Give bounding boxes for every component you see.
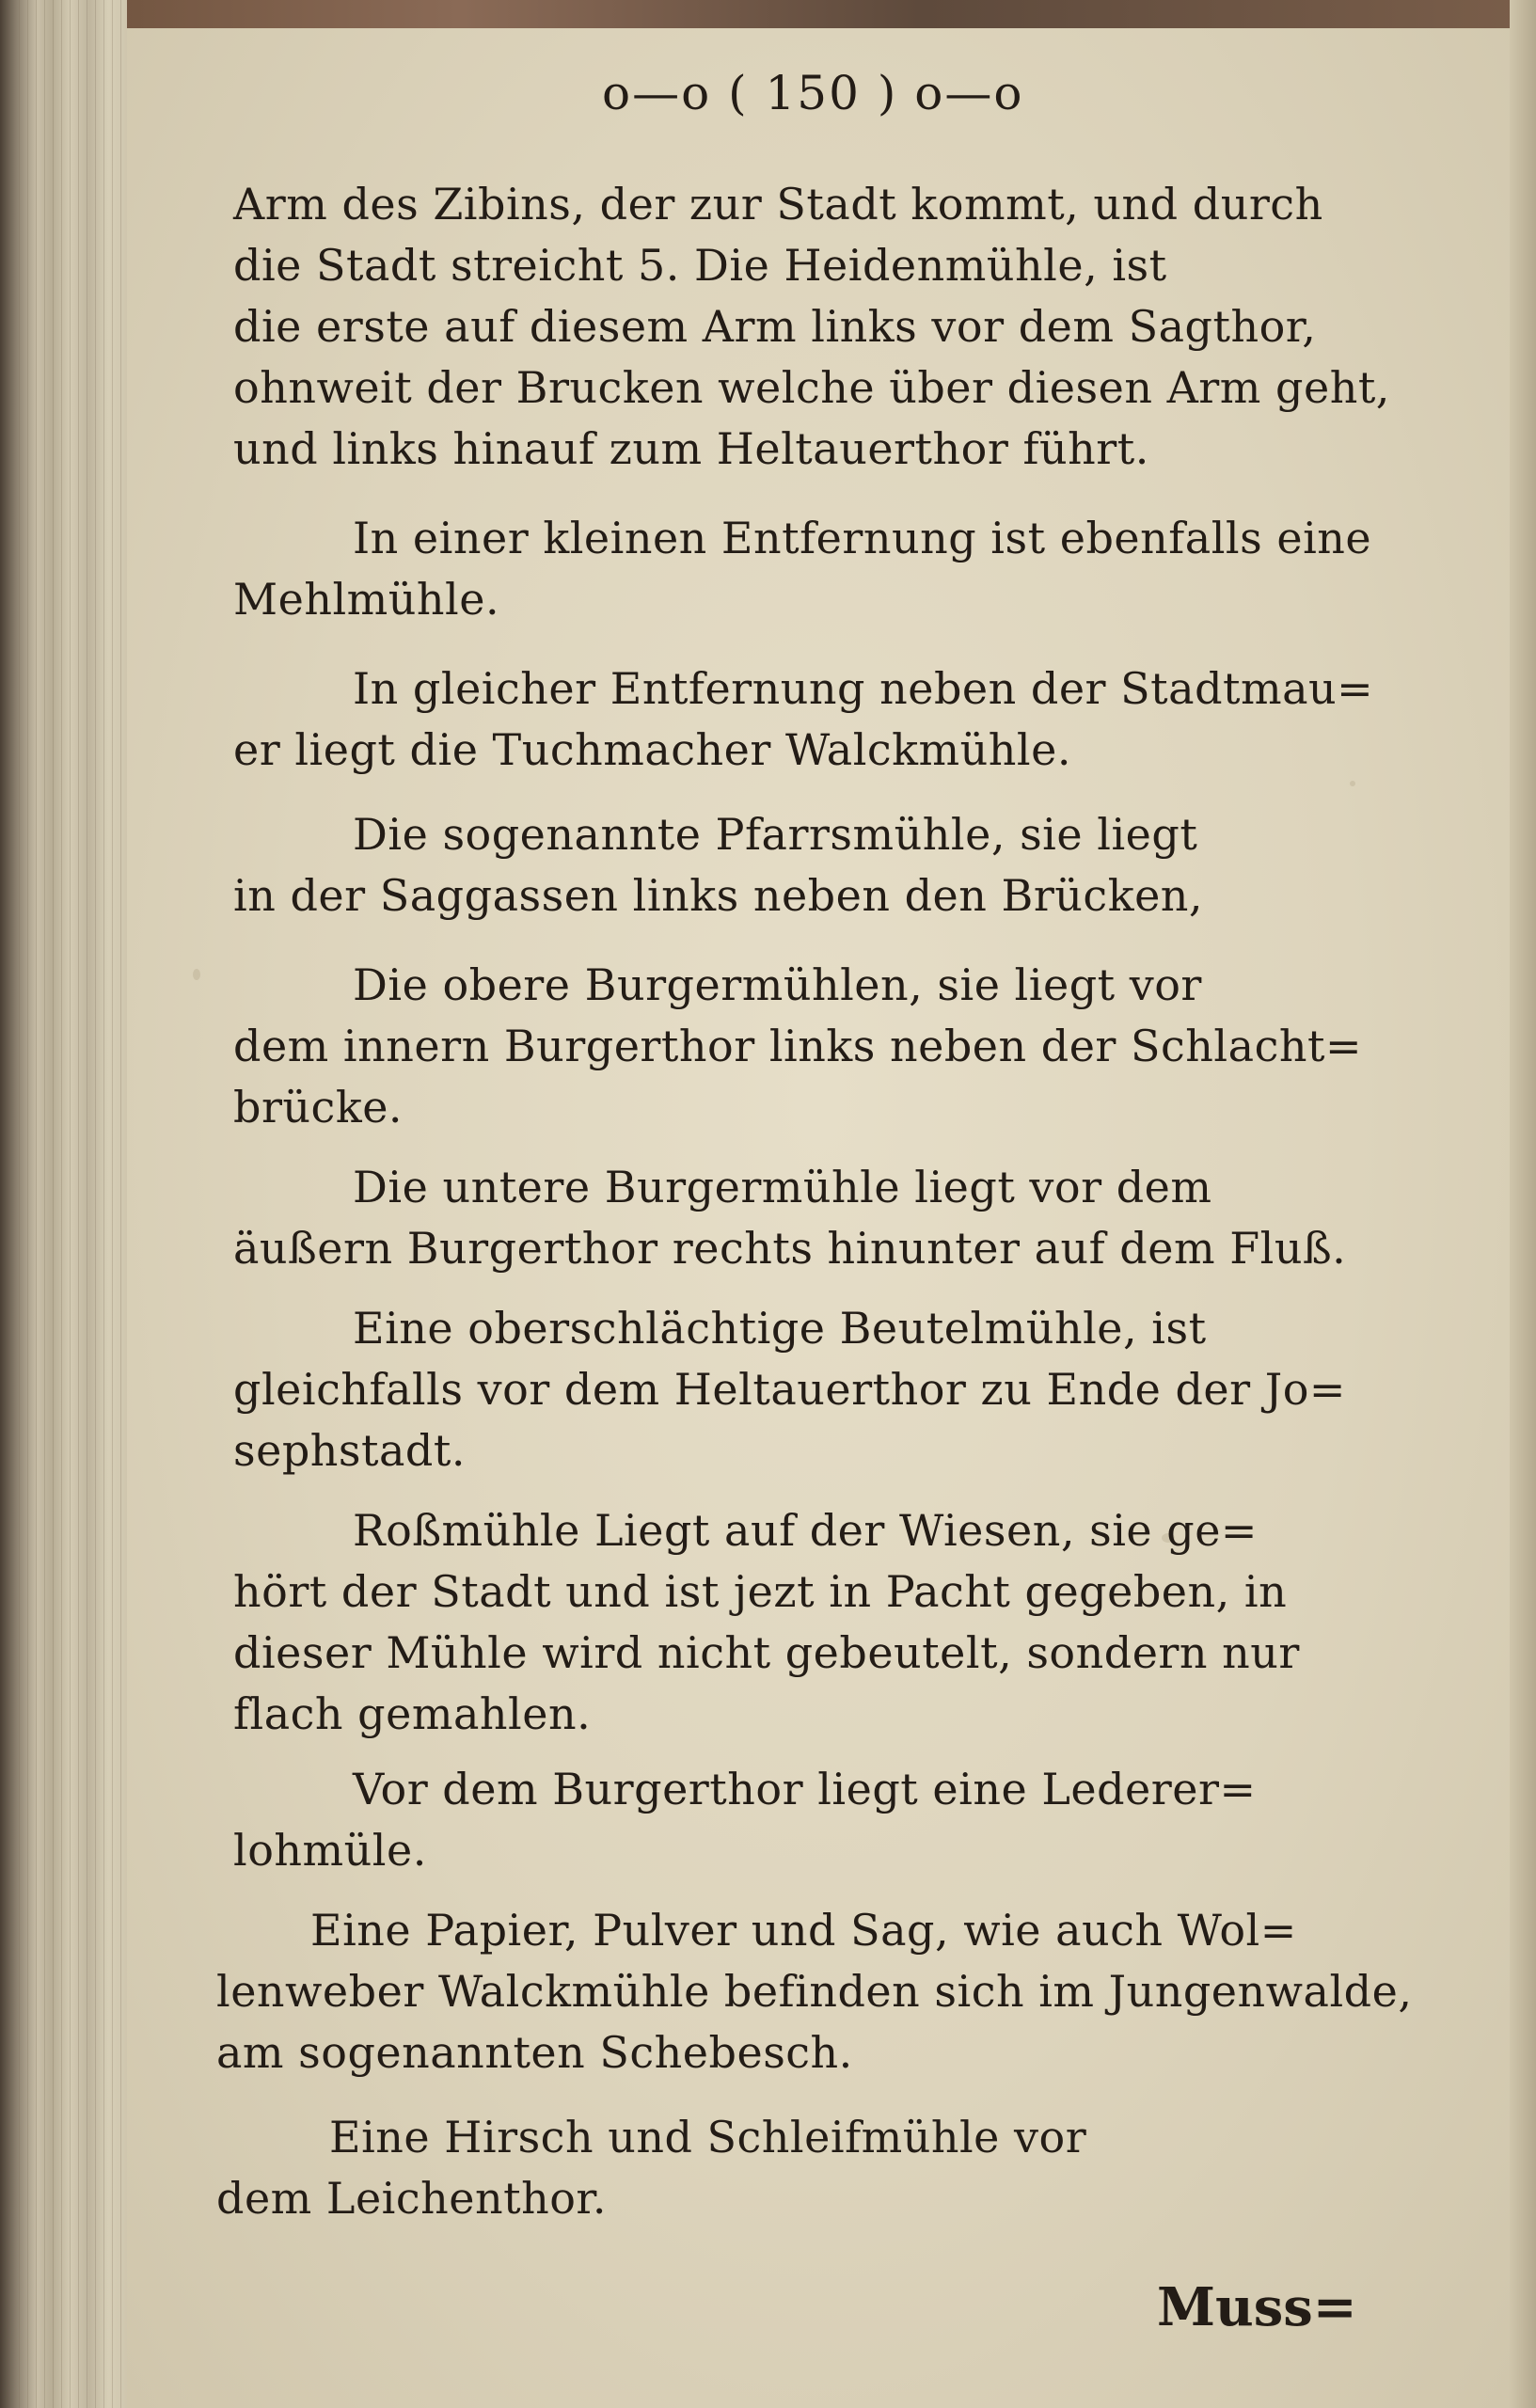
text-line-16: äußern Burgerthor rechts hinunter auf dem Fluß. — [233, 1223, 1347, 1274]
text-line-10: Die sogenannte Pfarrsmühle, sie liegt — [353, 809, 1198, 860]
page-header: o—o ( 150 ) o—o — [602, 66, 1024, 120]
text-line-24: Vor dem Burgerthor liegt eine Lederer= — [353, 1764, 1257, 1814]
text-line-22: dieser Mühle wird nicht gebeutelt, sondern nur — [233, 1627, 1300, 1678]
text-line-25: lohmüle. — [233, 1825, 427, 1876]
right-page-edge — [1510, 0, 1536, 2408]
text-line-11: in der Saggassen links neben den Brücken, — [233, 870, 1204, 921]
text-line-9: er liegt die Tuchmacher Walckmühle. — [233, 724, 1071, 775]
text-line-17: Eine oberschlächtige Beutelmühle, ist — [353, 1303, 1207, 1354]
text-line-13: dem innern Burgerthor links neben der Schlacht= — [233, 1021, 1362, 1071]
paper-stain — [193, 969, 200, 980]
text-line-12: Die obere Burgermühlen, sie liegt vor — [353, 959, 1202, 1010]
paper-stain — [1350, 781, 1355, 786]
text-line-8: In gleicher Entfernung neben der Stadtmau= — [353, 663, 1374, 714]
text-line-28: am sogenannten Schebesch. — [216, 2027, 853, 2078]
text-line-20: Roßmühle Liegt auf der Wiesen, sie ge= — [353, 1505, 1258, 1556]
text-line-14: brücke. — [233, 1082, 404, 1133]
text-line-30: dem Leichenthor. — [216, 2173, 607, 2224]
text-line-1: Arm des Zibins, der zur Stadt kommt, und durch — [233, 179, 1323, 230]
page-edges — [19, 0, 122, 2408]
text-line-27: lenweber Walckmühle befinden sich im Jungenwalde, — [216, 1966, 1413, 2017]
text-line-19: sephstadt. — [233, 1425, 466, 1476]
text-line-15: Die untere Burgermühle liegt vor dem — [353, 1162, 1212, 1212]
catchword: Muss= — [1157, 2276, 1357, 2338]
text-line-23: flach gemahlen. — [233, 1688, 592, 1739]
text-line-21: hört der Stadt und ist jezt in Pacht gegeben, in — [233, 1566, 1288, 1617]
text-line-2: die Stadt streicht 5. Die Heidenmühle, ist — [233, 240, 1167, 291]
text-line-18: gleichfalls vor dem Heltauerthor zu Ende der Jo= — [233, 1364, 1346, 1415]
text-line-26: Eine Papier, Pulver und Sag, wie auch Wol= — [310, 1905, 1297, 1956]
text-line-29: Eine Hirsch und Schleifmühle vor — [329, 2112, 1087, 2162]
text-line-5: und links hinauf zum Heltauerthor führt. — [233, 423, 1149, 474]
text-line-7: Mehlmühle. — [233, 574, 500, 625]
text-line-4: ohnweit der Brucken welche über diesen Arm geht, — [233, 362, 1390, 413]
book-gutter — [0, 0, 127, 2408]
book-top-edge — [0, 0, 1536, 28]
text-line-3: die erste auf diesem Arm links vor dem Sagthor, — [233, 301, 1317, 352]
text-line-6: In einer kleinen Entfernung ist ebenfalls eine — [353, 513, 1372, 563]
